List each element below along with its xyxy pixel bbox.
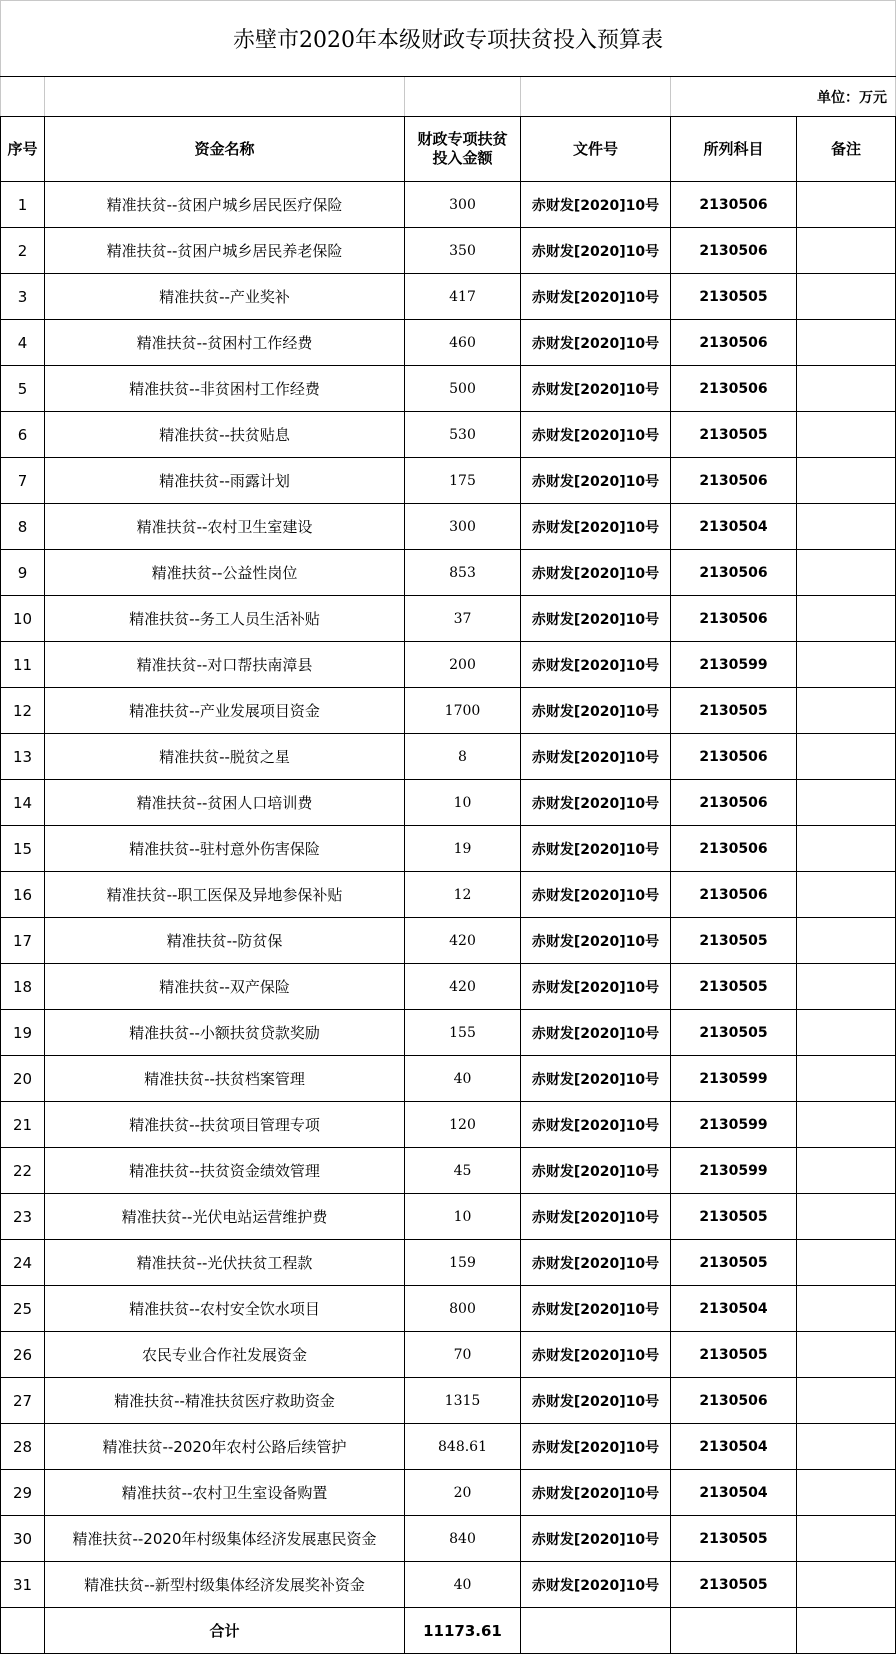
cell-doc-number: 赤财发[2020]10号 (521, 872, 671, 918)
cell-fund-name: 精准扶贫--新型村级集体经济发展奖补资金 (45, 1562, 405, 1608)
table-row (1, 1378, 896, 1424)
cell-fund-name: 精准扶贫--扶贫项目管理专项 (45, 1102, 405, 1148)
cell-fund-name: 精准扶贫--驻村意外伤害保险 (45, 826, 405, 872)
cell-doc-number: 赤财发[2020]10号 (521, 964, 671, 1010)
cell-subject: 2130505 (671, 1516, 797, 1562)
cell-subject: 2130505 (671, 964, 797, 1010)
cell-doc-number: 赤财发[2020]10号 (521, 1194, 671, 1240)
cell-doc-number: 赤财发[2020]10号 (521, 1562, 671, 1608)
cell-doc-number: 赤财发[2020]10号 (521, 1240, 671, 1286)
cell-subject: 2130506 (671, 366, 797, 412)
cell-amount: 1700 (405, 688, 521, 734)
cell-note (797, 1424, 896, 1470)
table-row (1, 734, 896, 780)
unit-label: 单位：万元 (671, 77, 896, 117)
cell-note (797, 1194, 896, 1240)
cell-note (797, 1056, 896, 1102)
cell-seq: 10 (1, 596, 45, 642)
table-row (1, 320, 896, 366)
cell-amount: 300 (405, 504, 521, 550)
cell-subject: 2130504 (671, 1470, 797, 1516)
cell-subject: 2130506 (671, 826, 797, 872)
cell-seq: 3 (1, 274, 45, 320)
cell-doc-number: 赤财发[2020]10号 (521, 504, 671, 550)
cell-subject: 2130504 (671, 1286, 797, 1332)
cell-doc-number: 赤财发[2020]10号 (521, 596, 671, 642)
header-name: 资金名称 (45, 117, 405, 182)
cell-note (797, 504, 896, 550)
cell-subject: 2130599 (671, 1056, 797, 1102)
cell-subject: 2130505 (671, 1562, 797, 1608)
table-row (1, 504, 896, 550)
cell-subject: 2130599 (671, 1102, 797, 1148)
cell-subject: 2130504 (671, 504, 797, 550)
cell-note (797, 1332, 896, 1378)
cell-subject: 2130505 (671, 1240, 797, 1286)
cell-seq: 23 (1, 1194, 45, 1240)
cell-amount: 840 (405, 1516, 521, 1562)
cell-amount: 853 (405, 550, 521, 596)
cell-doc-number: 赤财发[2020]10号 (521, 780, 671, 826)
cell-subject: 2130506 (671, 458, 797, 504)
unit-row (1, 77, 896, 117)
cell-doc-number: 赤财发[2020]10号 (521, 1010, 671, 1056)
table-row (1, 918, 896, 964)
table-row (1, 1194, 896, 1240)
cell-doc-number: 赤财发[2020]10号 (521, 642, 671, 688)
cell-subject: 2130505 (671, 1010, 797, 1056)
title-row (1, 1, 896, 77)
cell-note (797, 182, 896, 228)
table-row (1, 642, 896, 688)
total-row (1, 1608, 896, 1654)
cell-seq: 28 (1, 1424, 45, 1470)
cell-fund-name: 精准扶贫--农村安全饮水项目 (45, 1286, 405, 1332)
cell-note (797, 872, 896, 918)
cell-note (797, 826, 896, 872)
cell-note (797, 320, 896, 366)
cell-amount: 19 (405, 826, 521, 872)
cell-fund-name: 精准扶贫--农村卫生室设备购置 (45, 1470, 405, 1516)
cell-amount: 37 (405, 596, 521, 642)
table-row (1, 1056, 896, 1102)
table-row (1, 1148, 896, 1194)
total-seq-cell (1, 1608, 45, 1654)
cell-fund-name: 精准扶贫--扶贫档案管理 (45, 1056, 405, 1102)
cell-seq: 22 (1, 1148, 45, 1194)
cell-amount: 70 (405, 1332, 521, 1378)
cell-seq: 1 (1, 182, 45, 228)
cell-seq: 19 (1, 1010, 45, 1056)
cell-note (797, 642, 896, 688)
cell-amount: 350 (405, 228, 521, 274)
header-subject: 所列科目 (671, 117, 797, 182)
table-row (1, 964, 896, 1010)
table-row (1, 1470, 896, 1516)
cell-subject: 2130505 (671, 688, 797, 734)
table-row (1, 458, 896, 504)
cell-seq: 24 (1, 1240, 45, 1286)
table-row (1, 872, 896, 918)
cell-note (797, 366, 896, 412)
cell-fund-name: 精准扶贫--脱贫之星 (45, 734, 405, 780)
table-row (1, 1332, 896, 1378)
cell-fund-name: 精准扶贫--2020年农村公路后续管护 (45, 1424, 405, 1470)
cell-fund-name: 精准扶贫--贫困人口培训费 (45, 780, 405, 826)
cell-fund-name: 精准扶贫--扶贫贴息 (45, 412, 405, 458)
cell-amount: 155 (405, 1010, 521, 1056)
cell-fund-name: 精准扶贫--双产保险 (45, 964, 405, 1010)
cell-fund-name: 精准扶贫--非贫困村工作经费 (45, 366, 405, 412)
cell-amount: 159 (405, 1240, 521, 1286)
cell-note (797, 458, 896, 504)
cell-seq: 25 (1, 1286, 45, 1332)
table-row (1, 826, 896, 872)
cell-subject: 2130506 (671, 182, 797, 228)
cell-note (797, 1470, 896, 1516)
table-row (1, 1286, 896, 1332)
cell-amount: 500 (405, 366, 521, 412)
unit-row-cell (45, 77, 405, 117)
table-row (1, 1562, 896, 1608)
cell-fund-name: 精准扶贫--2020年村级集体经济发展惠民资金 (45, 1516, 405, 1562)
cell-fund-name: 精准扶贫--光伏扶贫工程款 (45, 1240, 405, 1286)
unit-row-cell (521, 77, 671, 117)
total-empty-cell (521, 1608, 671, 1654)
cell-fund-name: 精准扶贫--农村卫生室建设 (45, 504, 405, 550)
cell-seq: 12 (1, 688, 45, 734)
cell-note (797, 1148, 896, 1194)
cell-amount: 10 (405, 780, 521, 826)
cell-fund-name: 农民专业合作社发展资金 (45, 1332, 405, 1378)
cell-doc-number: 赤财发[2020]10号 (521, 688, 671, 734)
table-row (1, 1102, 896, 1148)
cell-seq: 20 (1, 1056, 45, 1102)
cell-seq: 27 (1, 1378, 45, 1424)
table-row (1, 780, 896, 826)
cell-note (797, 780, 896, 826)
cell-amount: 175 (405, 458, 521, 504)
cell-note (797, 274, 896, 320)
cell-note (797, 1378, 896, 1424)
cell-note (797, 964, 896, 1010)
cell-seq: 18 (1, 964, 45, 1010)
page-title: 赤壁市2020年本级财政专项扶贫投入预算表 (1, 1, 896, 77)
cell-seq: 21 (1, 1102, 45, 1148)
total-empty-cell (671, 1608, 797, 1654)
cell-subject: 2130599 (671, 1148, 797, 1194)
table-row (1, 1010, 896, 1056)
cell-subject: 2130599 (671, 642, 797, 688)
cell-doc-number: 赤财发[2020]10号 (521, 182, 671, 228)
cell-amount: 420 (405, 918, 521, 964)
cell-seq: 7 (1, 458, 45, 504)
cell-amount: 200 (405, 642, 521, 688)
table-row (1, 274, 896, 320)
table-row (1, 688, 896, 734)
total-empty-cell (797, 1608, 896, 1654)
header-amount-line2: 投入金额 (432, 149, 493, 167)
cell-doc-number: 赤财发[2020]10号 (521, 1470, 671, 1516)
cell-fund-name: 精准扶贫--光伏电站运营维护费 (45, 1194, 405, 1240)
cell-note (797, 734, 896, 780)
cell-fund-name: 精准扶贫--对口帮扶南漳县 (45, 642, 405, 688)
table-row (1, 412, 896, 458)
cell-fund-name: 精准扶贫--职工医保及异地参保补贴 (45, 872, 405, 918)
cell-seq: 31 (1, 1562, 45, 1608)
cell-doc-number: 赤财发[2020]10号 (521, 918, 671, 964)
header-amount (405, 117, 521, 182)
cell-amount: 12 (405, 872, 521, 918)
cell-fund-name: 精准扶贫--产业奖补 (45, 274, 405, 320)
table-row (1, 1240, 896, 1286)
cell-doc-number: 赤财发[2020]10号 (521, 412, 671, 458)
cell-amount: 8 (405, 734, 521, 780)
table-row (1, 228, 896, 274)
header-note: 备注 (797, 117, 896, 182)
header-amount-line1: 财政专项扶贫 (417, 130, 508, 148)
cell-fund-name: 精准扶贫--公益性岗位 (45, 550, 405, 596)
cell-seq: 5 (1, 366, 45, 412)
cell-subject: 2130505 (671, 1332, 797, 1378)
table-row (1, 1424, 896, 1470)
table-row (1, 182, 896, 228)
cell-subject: 2130505 (671, 1194, 797, 1240)
cell-note (797, 1240, 896, 1286)
cell-fund-name: 精准扶贫--雨露计划 (45, 458, 405, 504)
cell-note (797, 1286, 896, 1332)
cell-amount: 120 (405, 1102, 521, 1148)
cell-amount: 417 (405, 274, 521, 320)
cell-subject: 2130505 (671, 918, 797, 964)
cell-seq: 4 (1, 320, 45, 366)
cell-fund-name: 精准扶贫--精准扶贫医疗救助资金 (45, 1378, 405, 1424)
cell-doc-number: 赤财发[2020]10号 (521, 550, 671, 596)
cell-fund-name: 精准扶贫--扶贫资金绩效管理 (45, 1148, 405, 1194)
cell-amount: 848.61 (405, 1424, 521, 1470)
cell-seq: 13 (1, 734, 45, 780)
cell-doc-number: 赤财发[2020]10号 (521, 1148, 671, 1194)
cell-fund-name: 精准扶贫--贫困户城乡居民医疗保险 (45, 182, 405, 228)
cell-amount: 10 (405, 1194, 521, 1240)
cell-doc-number: 赤财发[2020]10号 (521, 320, 671, 366)
cell-note (797, 228, 896, 274)
cell-note (797, 412, 896, 458)
cell-doc-number: 赤财发[2020]10号 (521, 1378, 671, 1424)
cell-amount: 40 (405, 1056, 521, 1102)
cell-seq: 6 (1, 412, 45, 458)
cell-doc-number: 赤财发[2020]10号 (521, 366, 671, 412)
cell-amount: 20 (405, 1470, 521, 1516)
cell-subject: 2130506 (671, 734, 797, 780)
cell-seq: 9 (1, 550, 45, 596)
cell-doc-number: 赤财发[2020]10号 (521, 1056, 671, 1102)
cell-subject: 2130506 (671, 320, 797, 366)
cell-amount: 460 (405, 320, 521, 366)
cell-doc-number: 赤财发[2020]10号 (521, 734, 671, 780)
cell-note (797, 1102, 896, 1148)
table-row (1, 550, 896, 596)
cell-amount: 40 (405, 1562, 521, 1608)
cell-doc-number: 赤财发[2020]10号 (521, 274, 671, 320)
table-row (1, 1516, 896, 1562)
unit-row-cell (405, 77, 521, 117)
cell-seq: 17 (1, 918, 45, 964)
table-row (1, 366, 896, 412)
cell-fund-name: 精准扶贫--贫困村工作经费 (45, 320, 405, 366)
cell-seq: 11 (1, 642, 45, 688)
cell-doc-number: 赤财发[2020]10号 (521, 1332, 671, 1378)
cell-seq: 29 (1, 1470, 45, 1516)
cell-doc-number: 赤财发[2020]10号 (521, 826, 671, 872)
cell-subject: 2130506 (671, 1378, 797, 1424)
header-seq: 序号 (1, 117, 45, 182)
header-doc: 文件号 (521, 117, 671, 182)
cell-seq: 8 (1, 504, 45, 550)
cell-subject: 2130506 (671, 596, 797, 642)
cell-subject: 2130505 (671, 274, 797, 320)
cell-subject: 2130505 (671, 412, 797, 458)
cell-amount: 530 (405, 412, 521, 458)
total-amount: 11173.61 (405, 1608, 521, 1654)
cell-note (797, 688, 896, 734)
cell-seq: 15 (1, 826, 45, 872)
cell-note (797, 550, 896, 596)
cell-doc-number: 赤财发[2020]10号 (521, 1424, 671, 1470)
table-row (1, 596, 896, 642)
cell-seq: 14 (1, 780, 45, 826)
cell-seq: 30 (1, 1516, 45, 1562)
cell-amount: 800 (405, 1286, 521, 1332)
cell-amount: 45 (405, 1148, 521, 1194)
cell-seq: 2 (1, 228, 45, 274)
cell-fund-name: 精准扶贫--小额扶贫贷款奖励 (45, 1010, 405, 1056)
cell-amount: 300 (405, 182, 521, 228)
header-row (1, 117, 896, 182)
cell-fund-name: 精准扶贫--务工人员生活补贴 (45, 596, 405, 642)
cell-doc-number: 赤财发[2020]10号 (521, 1102, 671, 1148)
cell-seq: 16 (1, 872, 45, 918)
total-label: 合计 (45, 1608, 405, 1654)
cell-subject: 2130506 (671, 780, 797, 826)
cell-fund-name: 精准扶贫--贫困户城乡居民养老保险 (45, 228, 405, 274)
cell-note (797, 1516, 896, 1562)
cell-note (797, 596, 896, 642)
cell-seq: 26 (1, 1332, 45, 1378)
cell-note (797, 1562, 896, 1608)
cell-note (797, 1010, 896, 1056)
cell-fund-name: 精准扶贫--产业发展项目资金 (45, 688, 405, 734)
cell-doc-number: 赤财发[2020]10号 (521, 1286, 671, 1332)
cell-amount: 420 (405, 964, 521, 1010)
cell-doc-number: 赤财发[2020]10号 (521, 458, 671, 504)
cell-doc-number: 赤财发[2020]10号 (521, 228, 671, 274)
cell-subject: 2130506 (671, 872, 797, 918)
unit-row-cell (1, 77, 45, 117)
cell-amount: 1315 (405, 1378, 521, 1424)
cell-subject: 2130504 (671, 1424, 797, 1470)
cell-note (797, 918, 896, 964)
cell-doc-number: 赤财发[2020]10号 (521, 1516, 671, 1562)
cell-fund-name: 精准扶贫--防贫保 (45, 918, 405, 964)
cell-subject: 2130506 (671, 550, 797, 596)
cell-subject: 2130506 (671, 228, 797, 274)
